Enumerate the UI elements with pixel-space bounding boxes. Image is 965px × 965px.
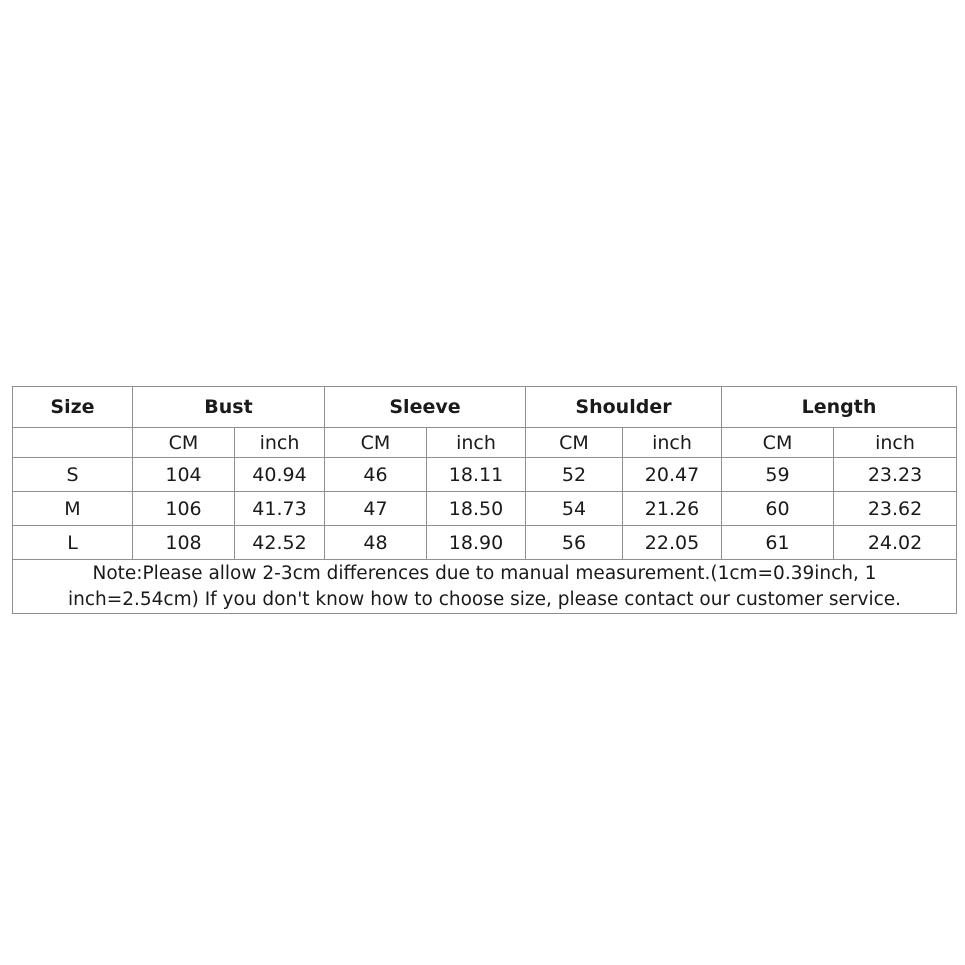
length-inch-cell: 23.23 (834, 458, 957, 492)
note-row (13, 560, 957, 614)
size-cell: L (13, 526, 133, 560)
header-bust: Bust (133, 387, 325, 428)
length-inch-cell: 24.02 (834, 526, 957, 560)
header-length: Length (722, 387, 957, 428)
header-shoulder: Shoulder (526, 387, 722, 428)
sleeve-cm-cell: 48 (325, 526, 427, 560)
size-chart-table (12, 386, 957, 614)
unit-cm: CM (722, 428, 834, 458)
unit-cm: CM (133, 428, 235, 458)
bust-inch-cell: 41.73 (235, 492, 325, 526)
sleeve-inch-cell: 18.90 (427, 526, 526, 560)
header-sleeve: Sleeve (325, 387, 526, 428)
length-cm-cell: 60 (722, 492, 834, 526)
shoulder-cm-cell: 54 (526, 492, 623, 526)
bust-cm-cell: 104 (133, 458, 235, 492)
measurement-note: Note:Please allow 2-3cm differences due to manual measurement.(1cm=0.39inch, 1 inch=2.54cm) If you don't know how to choose size, please contact our customer service. (13, 560, 957, 614)
shoulder-inch-cell: 22.05 (623, 526, 722, 560)
shoulder-cm-cell: 52 (526, 458, 623, 492)
length-cm-cell: 59 (722, 458, 834, 492)
sleeve-inch-cell: 18.50 (427, 492, 526, 526)
units-empty-cell (13, 428, 133, 458)
size-cell: M (13, 492, 133, 526)
unit-inch: inch (427, 428, 526, 458)
length-inch-cell: 23.62 (834, 492, 957, 526)
table-header-row (13, 387, 957, 428)
shoulder-cm-cell: 56 (526, 526, 623, 560)
shoulder-inch-cell: 20.47 (623, 458, 722, 492)
length-cm-cell: 61 (722, 526, 834, 560)
unit-cm: CM (325, 428, 427, 458)
unit-cm: CM (526, 428, 623, 458)
unit-inch: inch (235, 428, 325, 458)
unit-inch: inch (834, 428, 957, 458)
table-row (13, 492, 957, 526)
shoulder-inch-cell: 21.26 (623, 492, 722, 526)
table-row (13, 458, 957, 492)
bust-inch-cell: 42.52 (235, 526, 325, 560)
bust-inch-cell: 40.94 (235, 458, 325, 492)
bust-cm-cell: 106 (133, 492, 235, 526)
header-size: Size (13, 387, 133, 428)
unit-inch: inch (623, 428, 722, 458)
units-row (13, 428, 957, 458)
size-cell: S (13, 458, 133, 492)
sleeve-cm-cell: 46 (325, 458, 427, 492)
sleeve-inch-cell: 18.11 (427, 458, 526, 492)
bust-cm-cell: 108 (133, 526, 235, 560)
table-row (13, 526, 957, 560)
sleeve-cm-cell: 47 (325, 492, 427, 526)
